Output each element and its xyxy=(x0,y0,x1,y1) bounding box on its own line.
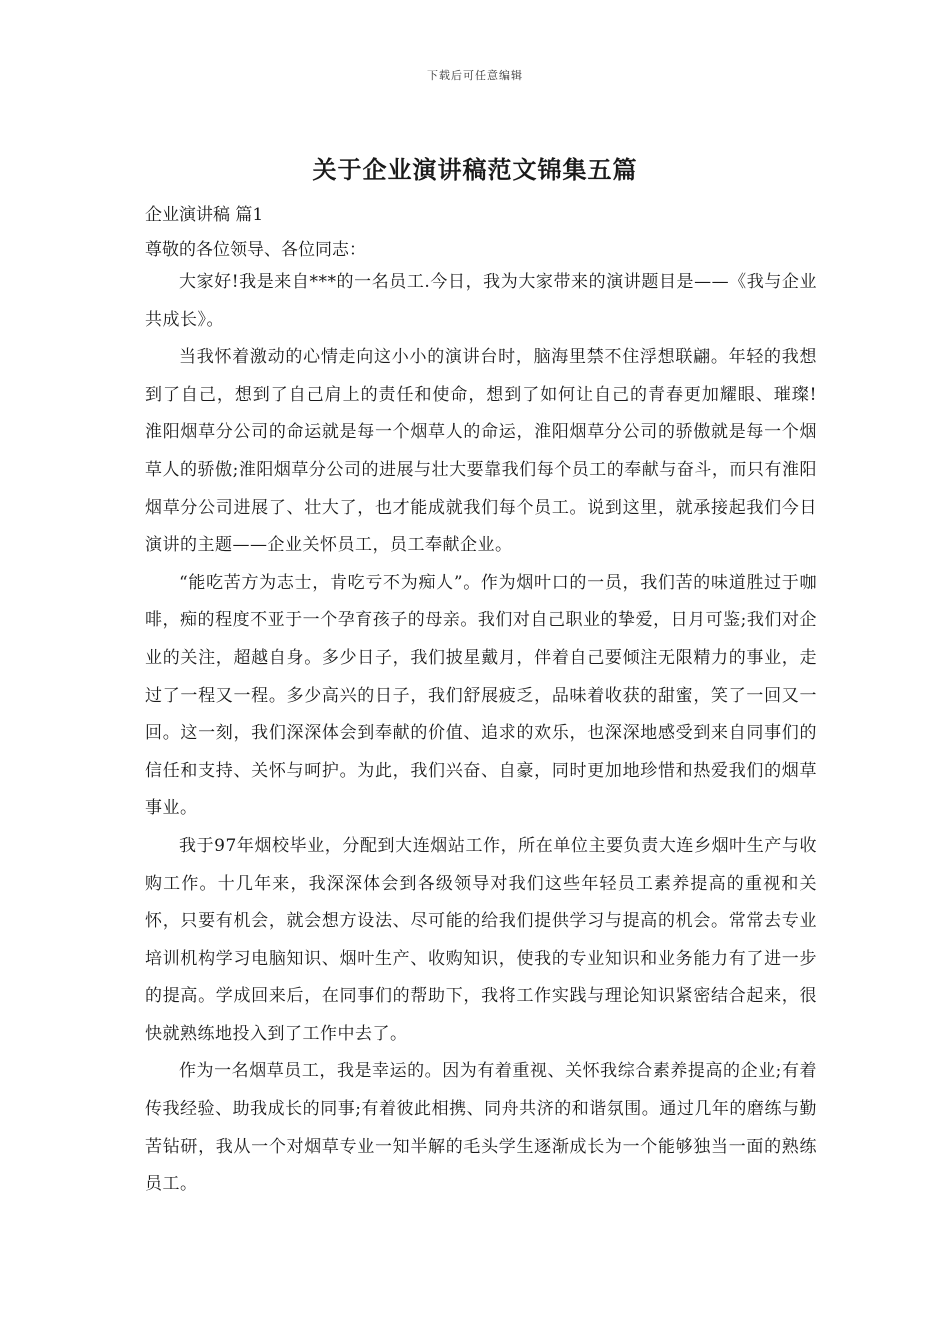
salutation: 尊敬的各位领导、各位同志： xyxy=(145,240,366,260)
paragraph: 我于97年烟校毕业，分配到大连烟站工作，所在单位主要负责大连乡烟叶生产与收购工作。十几年来，我深深体会到各级领导对我们这些年轻员工素养提高的重视和关怀，只要有机会，就会想方设法、尽可能的给我们提供学习与提高的机会。常常去专业培训机构学习电脑知识、烟叶生产、收购知识，使我的专业知识和业务能力有了进一步的提高。学成回来后，在同事们的帮助下，我将工作实践与理论知识紧密结合起来，很快就熟练地投入到了工作中去了。 xyxy=(145,835,817,1044)
document-title: 关于企业演讲稿范文锦集五篇 xyxy=(312,155,638,184)
header-note: 下载后可任意编辑 xyxy=(427,69,523,82)
paragraph: “能吃苦方为志士，肯吃亏不为痴人”。作为烟叶口的一员，我们苦的味道胜过于咖啡，痴的程度不亚于一个孕育孩子的母亲。我们对自己职业的挚爱，日月可鉴;我们对企业的关注，超越自身。多少日子，我们披星戴月，伴着自己要倾注无限精力的事业，走过了一程又一程。多少高兴的日子，我们舒展疲乏，品味着收获的甜蜜，笑了一回又一回。这一刻，我们深深体会到奉献的价值、追求的欢乐，也深深地感受到来自同事们的信任和支持、关怀与呵护。为此，我们兴奋、自豪，同时更加地珍惜和热爱我们的烟草事业。 xyxy=(145,572,817,819)
body-text xyxy=(145,264,817,1204)
paragraph: 作为一名烟草员工，我是幸运的。因为有着重视、关怀我综合素养提高的企业;有着传我经验、助我成长的同事;有着彼此相携、同舟共济的和谐氛围。通过几年的磨练与勤苦钻研，我从一个对烟草专业一知半解的毛头学生逐渐成长为一个能够独当一面的熟练员工。 xyxy=(145,1061,817,1195)
paragraph: 大家好!我是来自***的一名员工.今日，我为大家带来的演讲题目是——《我与企业共成长》。 xyxy=(145,272,817,330)
section-heading: 企业演讲稿 篇1 xyxy=(145,205,264,225)
paragraph: 当我怀着激动的心情走向这小小的演讲台时，脑海里禁不住浮想联翩。年轻的我想到了自己，想到了自己肩上的责任和使命，想到了如何让自己的青春更加耀眼、璀璨!淮阳烟草分公司的命运就是每一个烟草人的命运，淮阳烟草分公司的骄傲就是每一个烟草人的骄傲;淮阳烟草分公司的进展与壮大要靠我们每个员工的奉献与奋斗，而只有淮阳烟草分公司进展了、壮大了，也才能成就我们每个员工。说到这里，就承接起我们今日演讲的主题——企业关怀员工，员工奉献企业。 xyxy=(145,347,817,556)
